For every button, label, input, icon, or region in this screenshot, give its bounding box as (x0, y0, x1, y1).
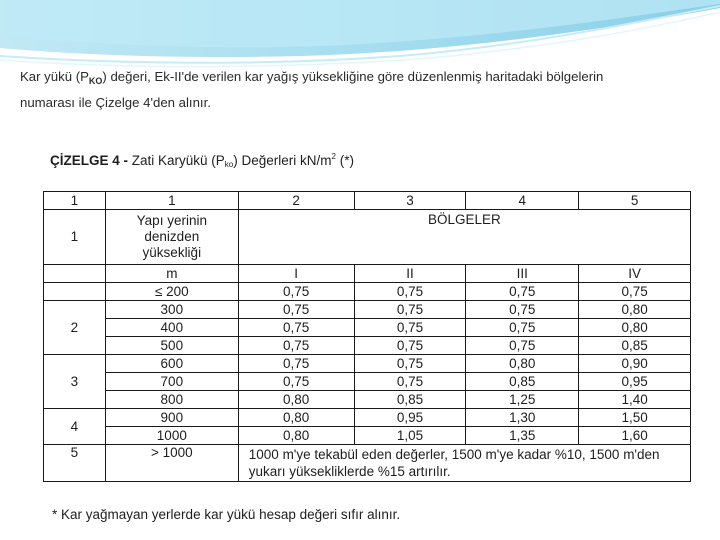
value-cell: 0,75 (466, 319, 579, 337)
altitude-header-cell: Yapı yerinin denizden yüksekliği (105, 210, 238, 265)
value-cell: 0,75 (466, 283, 579, 301)
altitude-cell: 1000 (105, 427, 238, 445)
header-row (44, 210, 691, 265)
group-number-cell: 1 (44, 210, 106, 265)
altitude-cell: 700 (105, 373, 238, 391)
value-cell: 0,75 (354, 319, 466, 337)
table-body (44, 283, 691, 445)
value-cell: 0,85 (579, 337, 691, 355)
region-cell: I (238, 265, 354, 283)
col-number-cell: 5 (579, 192, 691, 210)
table-row (44, 373, 691, 391)
value-cell: 1,05 (354, 427, 466, 445)
column-number-row (44, 192, 691, 210)
regions-header-cell: BÖLGELER (238, 210, 690, 265)
table-row (44, 283, 691, 301)
value-cell: 0,75 (354, 283, 466, 301)
intro-subscript: KO (88, 76, 103, 86)
caption-text-a: Zati Karyükü (P (128, 153, 225, 168)
unit-row (44, 265, 691, 283)
region-cell: III (466, 265, 579, 283)
group-number-cell: 2 (44, 301, 106, 355)
footnote: * Kar yağmayan yerlerde kar yükü hesap değeri sıfır alınır. (52, 507, 401, 522)
value-cell: 0,80 (238, 409, 354, 427)
value-cell: 0,75 (238, 319, 354, 337)
region-cell: IV (579, 265, 691, 283)
table-row (44, 391, 691, 409)
caption-label: ÇİZELGE 4 - (50, 153, 129, 168)
value-cell: 0,80 (238, 391, 354, 409)
group-number-cell (44, 283, 106, 301)
value-cell: 0,90 (579, 355, 691, 373)
table-row (44, 319, 691, 337)
value-cell: 0,75 (238, 373, 354, 391)
value-cell: 1,40 (579, 391, 691, 409)
intro-line-2: numarası ile Çizelge 4'den alınır. (20, 95, 211, 110)
region-cell: II (354, 265, 466, 283)
col-number-cell: 3 (354, 192, 466, 210)
value-cell: 0,75 (354, 337, 466, 355)
table-row (44, 409, 691, 427)
value-cell: 0,75 (579, 283, 691, 301)
value-cell: 0,95 (579, 373, 691, 391)
altitude-cell: 600 (105, 355, 238, 373)
caption-subscript: ko (224, 160, 234, 169)
table-cell (44, 265, 106, 283)
value-cell: 0,80 (579, 319, 691, 337)
col-number-cell: 2 (238, 192, 354, 210)
value-cell: 1,60 (579, 427, 691, 445)
table-row (44, 337, 691, 355)
group-number-cell: 4 (44, 409, 106, 445)
value-cell: 0,80 (466, 355, 579, 373)
intro-text-b: ) değeri, Ek-II'de verilen kar yağış yüksekliğine göre düzenlenmiş haritadaki bölgelerin (102, 69, 604, 84)
intro-paragraph (20, 66, 708, 114)
value-cell: 0,80 (579, 301, 691, 319)
altitude-cell: ≤ 200 (105, 283, 238, 301)
value-cell: 0,75 (466, 301, 579, 319)
caption-superscript: 2 (331, 152, 336, 161)
col-number-cell: 4 (466, 192, 579, 210)
value-cell: 0,75 (238, 355, 354, 373)
value-cell: 0,75 (354, 301, 466, 319)
caption-text-b: ) Değerleri kN/m (233, 153, 332, 168)
value-cell: 0,75 (354, 373, 466, 391)
value-cell: 1,30 (466, 409, 579, 427)
altitude-cell: > 1000 (105, 445, 238, 482)
decorative-wave-banner (0, 0, 720, 70)
value-cell: 0,85 (354, 391, 466, 409)
value-cell: 0,85 (466, 373, 579, 391)
increase-note-cell: 1000 m'ye tekabül eden değerler, 1500 m'ye kadar %10, 1500 m'den yukarı yüksekliklerde %15 artırılır. (238, 445, 690, 482)
value-cell: 0,80 (238, 427, 354, 445)
col-number-cell: 1 (105, 192, 238, 210)
value-cell: 1,35 (466, 427, 579, 445)
altitude-cell: 500 (105, 337, 238, 355)
table-caption (50, 152, 354, 169)
table-row (44, 427, 691, 445)
value-cell: 0,75 (354, 355, 466, 373)
value-cell: 0,75 (238, 301, 354, 319)
group-number-cell: 5 (44, 445, 106, 482)
value-cell: 0,75 (238, 283, 354, 301)
value-cell: 1,25 (466, 391, 579, 409)
altitude-cell: 300 (105, 301, 238, 319)
altitude-cell: 800 (105, 391, 238, 409)
snow-load-table (43, 191, 691, 482)
value-cell: 0,95 (354, 409, 466, 427)
altitude-cell: 900 (105, 409, 238, 427)
last-row (44, 445, 691, 482)
value-cell: 1,50 (579, 409, 691, 427)
table-row (44, 355, 691, 373)
col-number-cell: 1 (44, 192, 106, 210)
unit-cell: m (105, 265, 238, 283)
altitude-cell: 400 (105, 319, 238, 337)
table-row (44, 301, 691, 319)
value-cell: 0,75 (466, 337, 579, 355)
value-cell: 0,75 (238, 337, 354, 355)
intro-line-1 (20, 66, 708, 92)
intro-text-a: Kar yükü (P (20, 69, 89, 84)
caption-text-c: (*) (335, 153, 354, 168)
group-number-cell: 3 (44, 355, 106, 409)
